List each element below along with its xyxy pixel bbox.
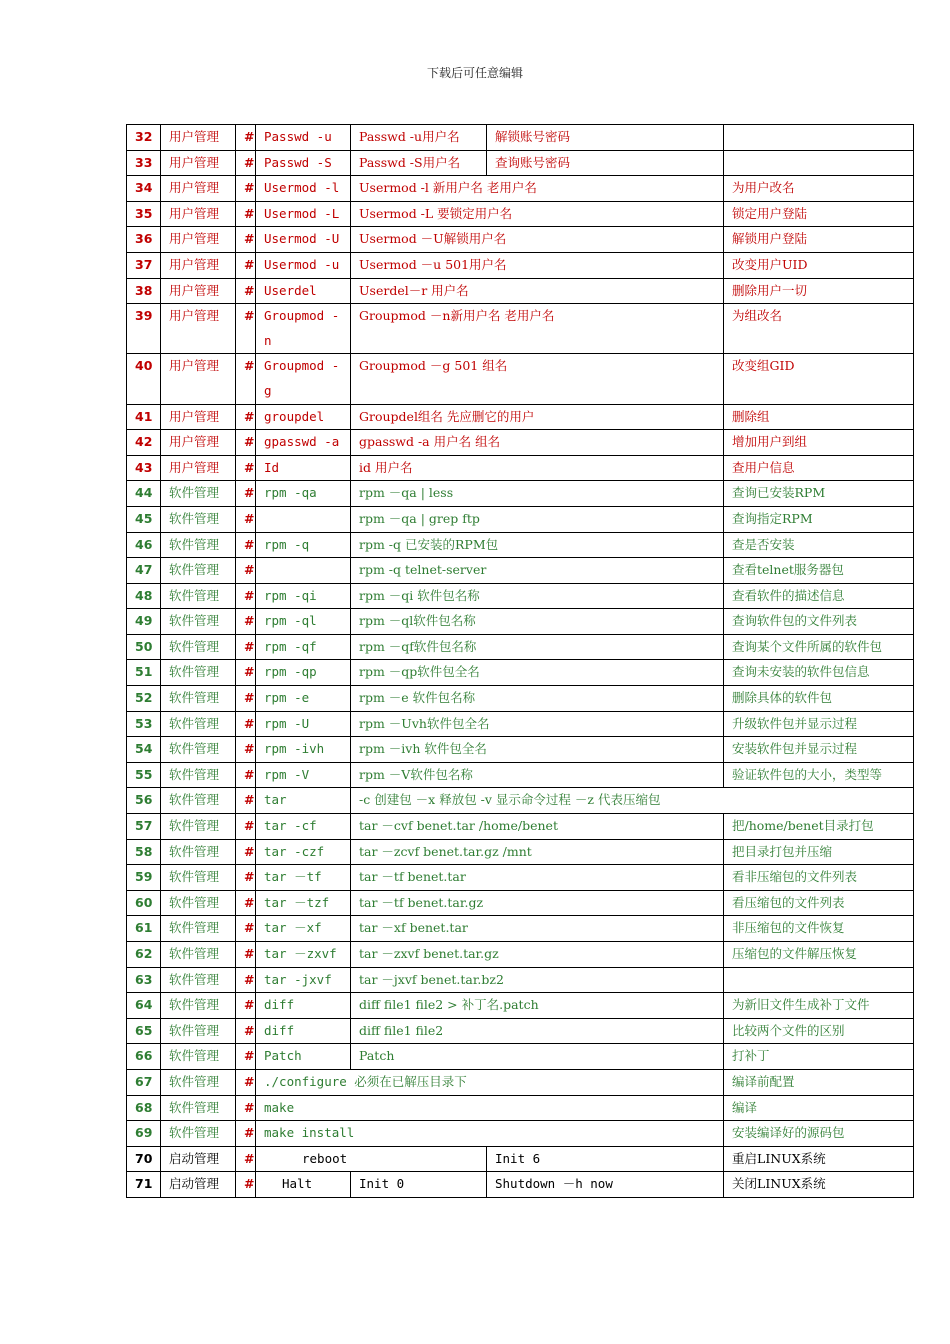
table-row — [127, 609, 914, 635]
table-row — [127, 506, 914, 532]
category-cell: 软件管理 — [161, 865, 236, 891]
command-cell: make install — [256, 1121, 724, 1147]
example-cell: rpm －Uvh软件包全名 — [351, 711, 724, 737]
prompt-cell: # — [236, 227, 256, 253]
category-cell: 用户管理 — [161, 304, 236, 354]
example-cell: tar －tf benet.tar.gz — [351, 890, 724, 916]
prompt-cell: # — [236, 660, 256, 686]
example-cell: Passwd -S用户名 — [351, 150, 487, 176]
row-number: 66 — [127, 1044, 161, 1070]
prompt-cell: # — [236, 865, 256, 891]
command-cell: Groupmod -g — [256, 354, 351, 404]
row-number: 70 — [127, 1146, 161, 1172]
command-cell: Usermod -U — [256, 227, 351, 253]
row-number: 55 — [127, 762, 161, 788]
table-row — [127, 1095, 914, 1121]
command-cell: tar －tzf — [256, 890, 351, 916]
table-row — [127, 354, 914, 404]
category-cell: 软件管理 — [161, 711, 236, 737]
table-row — [127, 176, 914, 202]
prompt-cell: # — [236, 1146, 256, 1172]
category-cell: 软件管理 — [161, 762, 236, 788]
prompt-cell: # — [236, 404, 256, 430]
example-cell: Userdel－r 用户名 — [351, 278, 724, 304]
prompt-cell: # — [236, 278, 256, 304]
command-cell: rpm -qi — [256, 583, 351, 609]
category-cell: 用户管理 — [161, 404, 236, 430]
empty-cell — [724, 150, 914, 176]
category-cell: 软件管理 — [161, 1044, 236, 1070]
description-cell: 为组改名 — [724, 304, 914, 354]
prompt-cell: # — [236, 686, 256, 712]
category-cell: 软件管理 — [161, 532, 236, 558]
description-cell: 改变组GID — [724, 354, 914, 404]
command-cell: make — [256, 1095, 724, 1121]
prompt-cell: # — [236, 1018, 256, 1044]
prompt-cell: # — [236, 532, 256, 558]
table-row — [127, 278, 914, 304]
prompt-cell: # — [236, 609, 256, 635]
row-number: 54 — [127, 737, 161, 763]
table-row — [127, 304, 914, 354]
prompt-cell: # — [236, 967, 256, 993]
command-cell: rpm -qa — [256, 481, 351, 507]
row-number: 42 — [127, 430, 161, 456]
command-cell: Patch — [256, 1044, 351, 1070]
category-cell: 用户管理 — [161, 430, 236, 456]
description-cell: 查询未安装的软件包信息 — [724, 660, 914, 686]
row-number: 58 — [127, 839, 161, 865]
prompt-cell: # — [236, 993, 256, 1019]
empty-cell — [724, 125, 914, 151]
command-cell: diff — [256, 1018, 351, 1044]
command-cell: tar －tf — [256, 865, 351, 891]
table-row — [127, 1121, 914, 1147]
example-cell: Groupmod －g 501 组名 — [351, 354, 724, 404]
row-number: 64 — [127, 993, 161, 1019]
example-cell: Groupdel组名 先应删它的用户 — [351, 404, 724, 430]
description-cell: 关闭LINUX系统 — [724, 1172, 914, 1198]
command-cell: Usermod -l — [256, 176, 351, 202]
category-cell: 用户管理 — [161, 150, 236, 176]
row-number: 67 — [127, 1069, 161, 1095]
command-cell: rpm -ql — [256, 609, 351, 635]
command-cell: reboot — [256, 1146, 487, 1172]
table-row — [127, 430, 914, 456]
command-table — [126, 124, 914, 1198]
category-cell: 软件管理 — [161, 942, 236, 968]
category-cell: 软件管理 — [161, 583, 236, 609]
row-number: 52 — [127, 686, 161, 712]
prompt-cell: # — [236, 176, 256, 202]
table-row — [127, 762, 914, 788]
example-cell: id 用户名 — [351, 455, 724, 481]
prompt-cell: # — [236, 481, 256, 507]
description-cell: 查看telnet服务器包 — [724, 558, 914, 584]
category-cell: 用户管理 — [161, 354, 236, 404]
prompt-cell: # — [236, 304, 256, 354]
category-cell: 软件管理 — [161, 890, 236, 916]
table-row — [127, 788, 914, 814]
table-row — [127, 993, 914, 1019]
category-cell: 软件管理 — [161, 609, 236, 635]
example-cell: Patch — [351, 1044, 724, 1070]
row-number: 35 — [127, 201, 161, 227]
command-cell — [256, 558, 351, 584]
example-cell: rpm -q telnet-server — [351, 558, 724, 584]
description-cell: 比较两个文件的区别 — [724, 1018, 914, 1044]
prompt-cell: # — [236, 737, 256, 763]
description-cell: 删除组 — [724, 404, 914, 430]
row-number: 62 — [127, 942, 161, 968]
command-cell: groupdel — [256, 404, 351, 430]
category-cell: 软件管理 — [161, 1069, 236, 1095]
category-cell: 用户管理 — [161, 201, 236, 227]
prompt-cell: # — [236, 1069, 256, 1095]
description-cell: 锁定用户登陆 — [724, 201, 914, 227]
row-number: 36 — [127, 227, 161, 253]
row-number: 40 — [127, 354, 161, 404]
table-row — [127, 252, 914, 278]
table-row — [127, 150, 914, 176]
prompt-cell: # — [236, 1121, 256, 1147]
command-cell: tar －zxvf — [256, 942, 351, 968]
prompt-cell: # — [236, 814, 256, 840]
command-cell: rpm -V — [256, 762, 351, 788]
description-cell: 查看软件的描述信息 — [724, 583, 914, 609]
prompt-cell: # — [236, 252, 256, 278]
command-cell: tar — [256, 788, 351, 814]
prompt-cell: # — [236, 1095, 256, 1121]
command-cell: rpm -q — [256, 532, 351, 558]
command-cell: Halt — [256, 1172, 351, 1198]
row-number: 38 — [127, 278, 161, 304]
row-number: 68 — [127, 1095, 161, 1121]
table-row — [127, 1146, 914, 1172]
row-number: 51 — [127, 660, 161, 686]
category-cell: 软件管理 — [161, 506, 236, 532]
example-cell: tar －jxvf benet.tar.bz2 — [351, 967, 724, 993]
category-cell: 用户管理 — [161, 278, 236, 304]
description-cell: 重启LINUX系统 — [724, 1146, 914, 1172]
description-cell: 删除具体的软件包 — [724, 686, 914, 712]
command-cell: diff — [256, 993, 351, 1019]
description-cell: 为用户改名 — [724, 176, 914, 202]
row-number: 45 — [127, 506, 161, 532]
prompt-cell: # — [236, 762, 256, 788]
example-cell: rpm －qf软件包名称 — [351, 634, 724, 660]
prompt-cell: # — [236, 125, 256, 151]
prompt-cell: # — [236, 1172, 256, 1198]
example-cell: tar －cvf benet.tar /home/benet — [351, 814, 724, 840]
command-cell: Usermod -L — [256, 201, 351, 227]
row-number: 33 — [127, 150, 161, 176]
command-cell: ./configure 必须在已解压目录下 — [256, 1069, 724, 1095]
example-cell: Usermod －u 501用户名 — [351, 252, 724, 278]
row-number: 34 — [127, 176, 161, 202]
category-cell: 软件管理 — [161, 967, 236, 993]
table-row — [127, 583, 914, 609]
description-cell: 安装编译好的源码包 — [724, 1121, 914, 1147]
example-cell: rpm －qp软件包全名 — [351, 660, 724, 686]
example-cell: Passwd -u用户名 — [351, 125, 487, 151]
example-cell: rpm －V软件包名称 — [351, 762, 724, 788]
description-cell: 查询某个文件所属的软件包 — [724, 634, 914, 660]
command-cell: Passwd -S — [256, 150, 351, 176]
description-cell: 编译前配置 — [724, 1069, 914, 1095]
row-number: 37 — [127, 252, 161, 278]
command-cell: rpm -U — [256, 711, 351, 737]
category-cell: 软件管理 — [161, 634, 236, 660]
description-cell: 改变用户UID — [724, 252, 914, 278]
category-cell: 软件管理 — [161, 788, 236, 814]
description-cell: 查询已安装RPM — [724, 481, 914, 507]
category-cell: 软件管理 — [161, 737, 236, 763]
table-row — [127, 1069, 914, 1095]
row-number: 63 — [127, 967, 161, 993]
table-row — [127, 125, 914, 151]
table-row — [127, 660, 914, 686]
command-cell: tar -cf — [256, 814, 351, 840]
description-cell: 打补丁 — [724, 1044, 914, 1070]
command-cell: rpm -qp — [256, 660, 351, 686]
table-row — [127, 865, 914, 891]
row-number: 41 — [127, 404, 161, 430]
example-cell: tar －zxvf benet.tar.gz — [351, 942, 724, 968]
row-number: 59 — [127, 865, 161, 891]
command-cell: gpasswd -a — [256, 430, 351, 456]
category-cell: 用户管理 — [161, 252, 236, 278]
row-number: 47 — [127, 558, 161, 584]
description-cell: 编译 — [724, 1095, 914, 1121]
description-cell: 查询指定RPM — [724, 506, 914, 532]
category-cell: 软件管理 — [161, 686, 236, 712]
row-number: 57 — [127, 814, 161, 840]
prompt-cell: # — [236, 1044, 256, 1070]
example-cell: Init 6 — [487, 1146, 724, 1172]
prompt-cell: # — [236, 201, 256, 227]
description-cell: 把/home/benet目录打包 — [724, 814, 914, 840]
category-cell: 软件管理 — [161, 814, 236, 840]
example-cell: rpm －ql软件包名称 — [351, 609, 724, 635]
example-cell: diff file1 file2 > 补丁名.patch — [351, 993, 724, 1019]
table-row — [127, 1044, 914, 1070]
table-row — [127, 839, 914, 865]
example-cell: rpm －e 软件包名称 — [351, 686, 724, 712]
category-cell: 用户管理 — [161, 227, 236, 253]
row-number: 46 — [127, 532, 161, 558]
example-cell: Usermod -L 要锁定用户名 — [351, 201, 724, 227]
category-cell: 软件管理 — [161, 916, 236, 942]
description-cell: 看非压缩包的文件列表 — [724, 865, 914, 891]
example-cell: tar －xf benet.tar — [351, 916, 724, 942]
prompt-cell: # — [236, 430, 256, 456]
example-cell: rpm －qa | less — [351, 481, 724, 507]
description-cell: 查询账号密码 — [487, 150, 724, 176]
row-number: 56 — [127, 788, 161, 814]
table-row — [127, 404, 914, 430]
command-cell: Passwd -u — [256, 125, 351, 151]
table-row — [127, 532, 914, 558]
description-cell: 把目录打包并压缩 — [724, 839, 914, 865]
table-row — [127, 227, 914, 253]
example-cell: Usermod -l 新用户名 老用户名 — [351, 176, 724, 202]
example-cell: Groupmod －n新用户名 老用户名 — [351, 304, 724, 354]
description-cell: 解锁账号密码 — [487, 125, 724, 151]
table-row — [127, 711, 914, 737]
category-cell: 用户管理 — [161, 176, 236, 202]
category-cell: 软件管理 — [161, 660, 236, 686]
prompt-cell: # — [236, 354, 256, 404]
row-number: 43 — [127, 455, 161, 481]
prompt-cell: # — [236, 839, 256, 865]
row-number: 61 — [127, 916, 161, 942]
command-cell: rpm -ivh — [256, 737, 351, 763]
row-number: 69 — [127, 1121, 161, 1147]
row-number: 71 — [127, 1172, 161, 1198]
prompt-cell: # — [236, 942, 256, 968]
description-cell: 增加用户到组 — [724, 430, 914, 456]
row-number: 44 — [127, 481, 161, 507]
description-cell: 非压缩包的文件恢复 — [724, 916, 914, 942]
table-row — [127, 481, 914, 507]
prompt-cell: # — [236, 711, 256, 737]
row-number: 39 — [127, 304, 161, 354]
category-cell: 用户管理 — [161, 125, 236, 151]
description-cell: 压缩包的文件解压恢复 — [724, 942, 914, 968]
table-row — [127, 942, 914, 968]
command-cell: Groupmod -n — [256, 304, 351, 354]
table-row — [127, 967, 914, 993]
row-number: 32 — [127, 125, 161, 151]
row-number: 60 — [127, 890, 161, 916]
description-cell: 升级软件包并显示过程 — [724, 711, 914, 737]
row-number: 65 — [127, 1018, 161, 1044]
prompt-cell: # — [236, 916, 256, 942]
category-cell: 软件管理 — [161, 481, 236, 507]
command-cell: tar -jxvf — [256, 967, 351, 993]
example-cell: Usermod －U解锁用户名 — [351, 227, 724, 253]
category-cell: 软件管理 — [161, 839, 236, 865]
table-row — [127, 916, 914, 942]
command-cell: Usermod -u — [256, 252, 351, 278]
prompt-cell: # — [236, 583, 256, 609]
example-cell: -c 创建包 －x 释放包 -v 显示命令过程 －z 代表压缩包 — [351, 788, 914, 814]
command-cell: tar -czf — [256, 839, 351, 865]
description-cell: 查用户信息 — [724, 455, 914, 481]
prompt-cell: # — [236, 890, 256, 916]
example-cell: tar －zcvf benet.tar.gz /mnt — [351, 839, 724, 865]
prompt-cell: # — [236, 455, 256, 481]
table-row — [127, 686, 914, 712]
row-number: 49 — [127, 609, 161, 635]
table-row — [127, 1018, 914, 1044]
example-cell: diff file1 file2 — [351, 1018, 724, 1044]
example-cell: Shutdown －h now — [487, 1172, 724, 1198]
command-cell: Id — [256, 455, 351, 481]
row-number: 53 — [127, 711, 161, 737]
example-cell: tar －tf benet.tar — [351, 865, 724, 891]
description-cell: 为新旧文件生成补丁文件 — [724, 993, 914, 1019]
description-cell: 解锁用户登陆 — [724, 227, 914, 253]
example-cell: Init 0 — [351, 1172, 487, 1198]
row-number: 48 — [127, 583, 161, 609]
prompt-cell: # — [236, 150, 256, 176]
command-cell: rpm -e — [256, 686, 351, 712]
example-cell: rpm －qa | grep ftp — [351, 506, 724, 532]
command-cell: Userdel — [256, 278, 351, 304]
command-cell: rpm -qf — [256, 634, 351, 660]
example-cell: rpm －qi 软件包名称 — [351, 583, 724, 609]
category-cell: 软件管理 — [161, 1121, 236, 1147]
category-cell: 启动管理 — [161, 1146, 236, 1172]
table-row — [127, 455, 914, 481]
table-row — [127, 558, 914, 584]
category-cell: 软件管理 — [161, 993, 236, 1019]
command-cell: tar －xf — [256, 916, 351, 942]
table-row — [127, 737, 914, 763]
prompt-cell: # — [236, 634, 256, 660]
table-row — [127, 201, 914, 227]
description-cell: 删除用户一切 — [724, 278, 914, 304]
prompt-cell: # — [236, 506, 256, 532]
description-cell: 验证软件包的大小，类型等 — [724, 762, 914, 788]
description-cell: 查是否安装 — [724, 532, 914, 558]
description-cell: 看压缩包的文件列表 — [724, 890, 914, 916]
table-row — [127, 634, 914, 660]
description-cell: 查询软件包的文件列表 — [724, 609, 914, 635]
category-cell: 启动管理 — [161, 1172, 236, 1198]
category-cell: 软件管理 — [161, 1095, 236, 1121]
category-cell: 软件管理 — [161, 558, 236, 584]
prompt-cell: # — [236, 788, 256, 814]
category-cell: 软件管理 — [161, 1018, 236, 1044]
category-cell: 用户管理 — [161, 455, 236, 481]
description-cell — [724, 967, 914, 993]
command-cell — [256, 506, 351, 532]
description-cell: 安装软件包并显示过程 — [724, 737, 914, 763]
table-row — [127, 890, 914, 916]
example-cell: rpm －ivh 软件包全名 — [351, 737, 724, 763]
example-cell: rpm -q 已安装的RPM包 — [351, 532, 724, 558]
table-row — [127, 1172, 914, 1198]
page-header: 下载后可任意编辑 — [426, 66, 523, 80]
row-number: 50 — [127, 634, 161, 660]
table-row — [127, 814, 914, 840]
example-cell: gpasswd -a 用户名 组名 — [351, 430, 724, 456]
prompt-cell: # — [236, 558, 256, 584]
